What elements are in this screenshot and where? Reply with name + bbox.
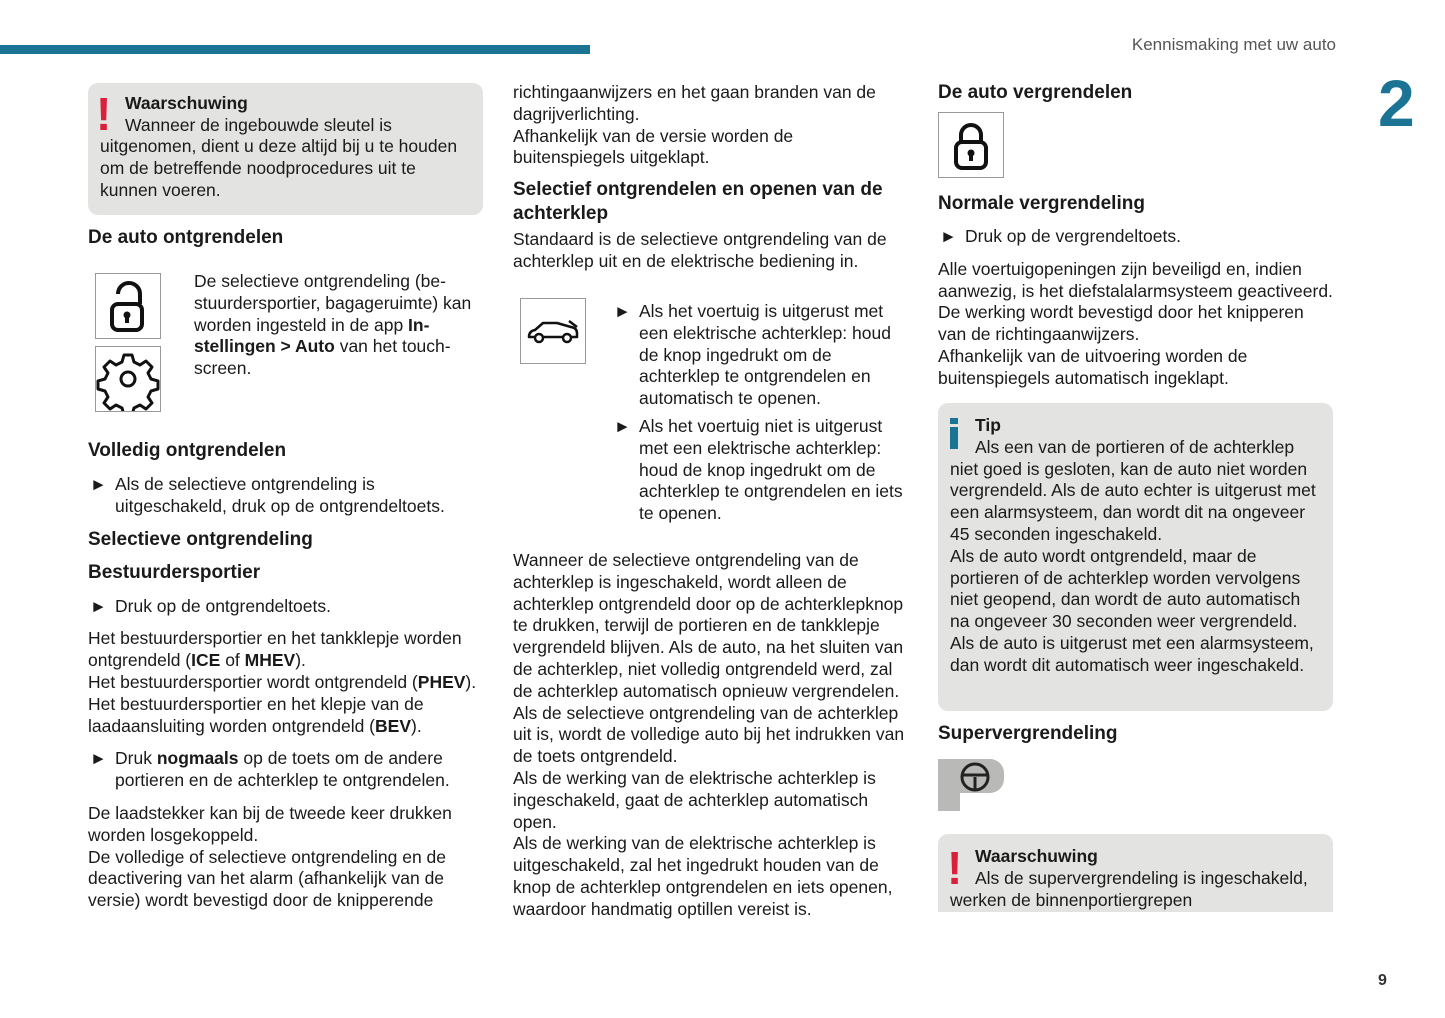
tailgate-bullet-manual: ► Als het voertuig niet is uitgerust met een elektrische achterklep: houd de knop ingedrukt om de achterklep te ontgrendelen en iets te openen. xyxy=(614,415,903,524)
unlock-icon xyxy=(95,273,161,339)
section-title: Kennismaking met uw auto xyxy=(1131,35,1336,54)
steering-wheel-icon xyxy=(938,759,1004,811)
column-2: richtingaanwijzers en het gaan branden van de dagrijverlichting. Afhankelijk van de versie worden de buitenspiegels uitgeklapt. Selectief ontgrendelen en openen van de achterklep Standaard is de selectieve ontgrendeling van de achterklep uit en de elektrische bediening in. xyxy=(513,82,908,273)
final-paragraph-2: De volledige of selectieve ontgrendeling en de deactivering van het alarm (afhankelijk van de versie) wordt bevestigd door de knipperende xyxy=(88,846,447,911)
unlock-heading: De auto ontgrendelen xyxy=(88,227,284,248)
info-icon xyxy=(950,418,958,449)
arrow-bullet-icon: ► xyxy=(90,596,107,616)
normal-lock-bullet: ► Druk op de vergrendeltoets. xyxy=(940,226,1181,246)
full-unlock-heading: Volledig ontgrendelen xyxy=(88,440,287,461)
driver-bullet: ► Druk op de ontgrendeltoets. xyxy=(90,595,331,616)
tailgate-heading: Selectief ontgrendelen en openen van de achterklep xyxy=(513,179,883,225)
tailgate-bullet-electric: ► Als het voertuig is uitgerust met een elektrische achterklep: houd de knop ingedrukt om de achterklep te ontgrendelen en automatisch te openen. xyxy=(614,301,891,409)
tip-text-2: Als de auto wordt ontgrendeld, maar de portieren of de achterklep worden vervolgens niet geopend, dan wordt de auto automatisch na ongeveer 30 seconden weer vergrendeld. Als de auto is uitgerust met een alarmsysteem, dan wordt dit automatisch weer ingeschakeld. xyxy=(950,545,1314,675)
super-lock-warning-box xyxy=(938,834,1333,912)
tailgate-bullets xyxy=(612,301,907,525)
arrow-bullet-icon: ► xyxy=(940,227,957,246)
column-3 xyxy=(938,81,1333,105)
super-lock-heading: Supervergrendeling xyxy=(938,723,1118,744)
lock-icon xyxy=(938,112,1004,178)
full-unlock-bullet: ► Als de selectieve ontgrendeling is uitgeschakeld, druk op de ontgrendeltoets. xyxy=(90,474,445,516)
chapter-number: 2 xyxy=(1378,66,1415,140)
tailgate-paragraphs: Wanneer de selectieve ontgrendeling van de achterklep is ingeschakeld, wordt alleen de achterklep ontgrendeld door op de achterklepknop te drukken, terwijl de portieren en de tankklepje vergrendeld blijven. Als de auto, na het sluiten van de achterklep, niet volledig ontgrendeld werd, zal de achterklep automatisch opnieuw vergrendelen. Als de selectieve ontgrendeling van de achterklep uit is, wordt de volledige auto bij het indrukken van de toets ontgrendeld. Als de werking van de elektrische achterklep is ingeschakeld, gaat de achterklep automatisch open. Als de werking van de elektrische achterklep is uitgeschakeld, zal het ingedrukt houden van de knop de achterklep ontgrendelen en iets openen, waardoor handmatig optillen vereist is. xyxy=(513,550,905,919)
column-1 xyxy=(88,226,480,250)
tip-box xyxy=(938,403,1333,711)
arrow-bullet-icon: ► xyxy=(614,416,631,436)
driver-door-heading: Bestuurdersportier xyxy=(88,561,261,583)
again-bullet: ► Druk nogmaals op de toets om de andere portieren en de achterklep te ontgrendelen. xyxy=(90,748,450,791)
column-1-lower: Volledig ontgrendelen ► Als de selectieve ontgrendeling is uitgeschakeld, druk op de ontgrendeltoets. Selectieve ontgrendeling Bestuurdersportier ► Druk op de ontgrendeltoets. Het bestuurdersportier en het tankklepje worden ontgrendeld (ICE of MHEV). Het bestuurdersportier wordt ontgrendeld (PHEV). Het bestuurdersportier en het klepje van de laadaansluiting worden ontgrendeld (BEV). ► Druk nogmaals op de toets om de andere portieren en de achterklep te ontgrendelen. De laadstekker kan bij de tweede keer drukken worden losgekoppeld. De volledige of selectieve ontgrendeling en de deactivering van het alarm (afhankelijk van de versie) wordt bevestigd door de knipperende xyxy=(88,439,480,912)
tip-text: Als een van de portieren of de achterklep niet goed is gesloten, kan de auto niet worden vergrendeld. Als de auto echter is uitgerust met een alarmsysteem, dan wordt dit na ongeveer 45 seconden ingeschakeld. xyxy=(950,436,1316,544)
header-accent-bar xyxy=(0,45,590,54)
super-lock-section xyxy=(938,722,1333,746)
warning-title: Waarschuwing xyxy=(125,93,248,113)
lock-heading: De auto vergrendelen xyxy=(938,82,1133,103)
column-3-body: Normale vergrendeling ► Druk op de vergrendeltoets. Alle voertuigopeningen zijn beveiligd en, indien aanwezig, is het diefstalalarmsysteem geactiveerd. De werking wordt bevestigd door het knipperen van de richtingaanwijzers. Afhankelijk van de uitvoering worden de buitenspiegels automatisch ingeklapt. xyxy=(938,193,1333,388)
final-paragraph: De laadstekker kan bij de tweede keer drukken worden losgekoppeld. xyxy=(88,802,452,845)
arrow-bullet-icon: ► xyxy=(90,475,107,494)
driver-paragraph: Het bestuurdersportier en het tankklepje worden ontgrendeld (ICE of MHEV). xyxy=(88,628,462,671)
selective-setting-text: De selectieve ontgrendeling (be-stuurdersportier, bagageruimte) kan worden ingesteld in de app In-stellingen > Auto van het touch-screen. xyxy=(194,271,472,379)
warning-body: Wanneer de ingebouwde sleutel is uitgenomen, dient u deze altijd bij u te houden om de betreffende noodprocedures uit te kunnen voeren. xyxy=(100,114,458,200)
warning-icon: ! xyxy=(96,88,112,140)
gear-icon xyxy=(95,346,161,412)
warning-icon: ! xyxy=(947,842,963,894)
arrow-bullet-icon: ► xyxy=(90,749,107,769)
car-tailgate-icon xyxy=(520,298,586,364)
selective-unlock-heading: Selectieve ontgrendeling xyxy=(88,528,313,550)
arrow-bullet-icon: ► xyxy=(614,302,631,321)
tip-title: Tip xyxy=(975,415,1001,435)
page-number: 9 xyxy=(1378,972,1387,989)
normal-lock-heading: Normale vergrendeling xyxy=(938,193,1145,214)
super-warning-text: Als de supervergrendeling is ingeschakeld, werken de binnenportiergrepen xyxy=(950,867,1308,910)
super-warning-title: Waarschuwing xyxy=(975,846,1098,866)
